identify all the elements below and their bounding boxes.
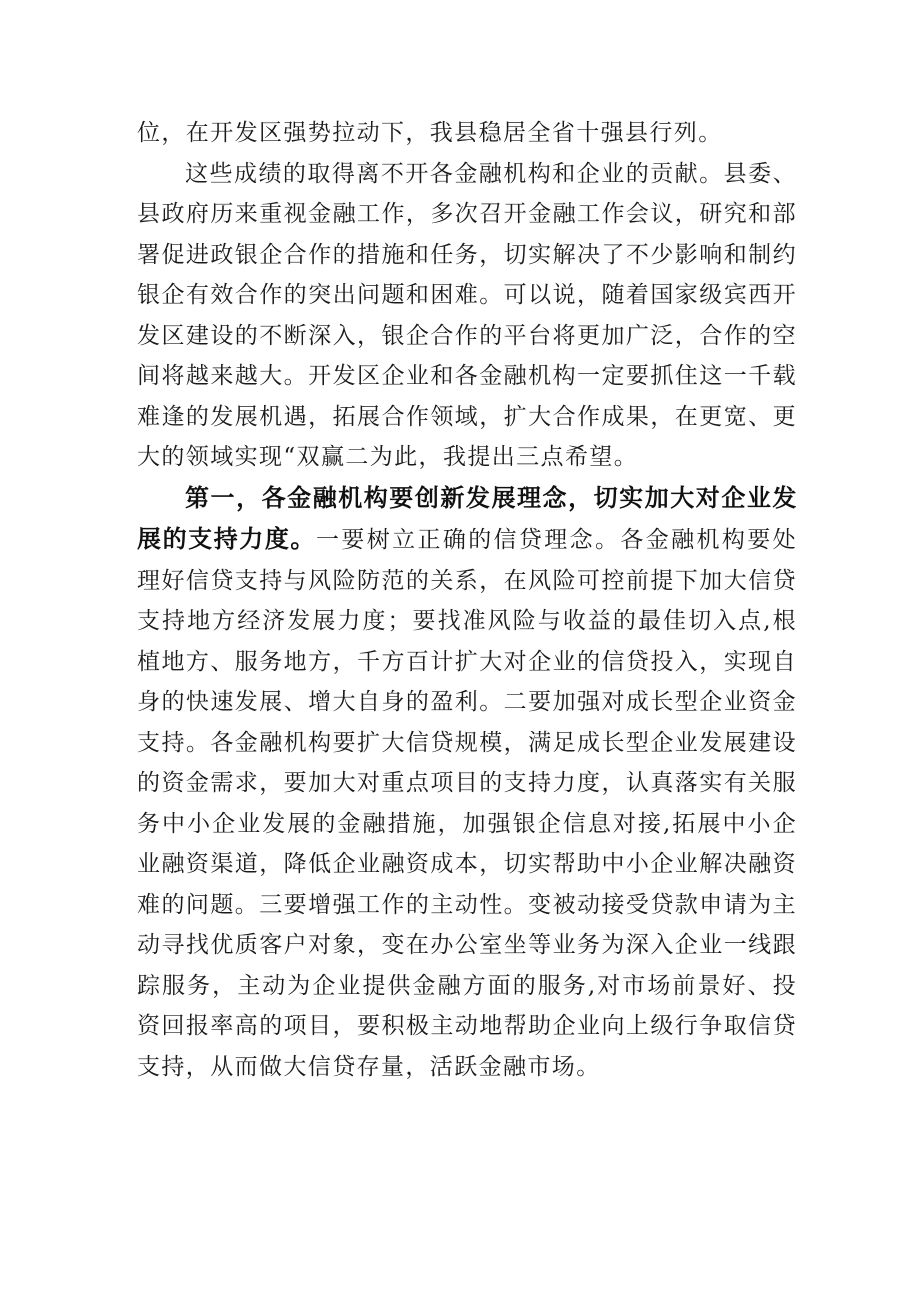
paragraph-first-hope-body: 一要树立正确的信贷理念。各金融机构要处理好信贷支持与风险防范的关系，在风险可控前提下加大信贷支持地方经济发展力度；要找准风险与收益的最佳切入点,根植地方、服务地方，千方百计扩大对企业的信贷投入，实现自身的快速发展、增大自身的盈利。二要加强对成长型企业资金支持。各金融机构要扩大信贷规模，满足成长型企业发展建设的资金需求，要加大对重点项目的支持力度，认真落实有关服务中小企业发展的金融措施，加强银企信息对接,拓展中小企业融资渠道，降低企业融资成本，切实帮助中小企业解决融资难的问题。三要增强工作的主动性。变被动接受贷款申请为主动寻找优质客户对象，变在办公室坐等业务为深入企业一线跟踪服务，主动为企业提供金融方面的服务,对市场前景好、投资回报率高的项目，要积极主动地帮助企业向上级行争取信贷支持，从而做大信贷存量，活跃金融市场。 [137,527,797,1080]
paragraph-first-hope [137,478,797,1088]
paragraph-achievements: 这些成绩的取得离不开各金融机构和企业的贡献。县委、县政府历来重视金融工作，多次召开金融工作会议，研究和部署促进政银企合作的措施和任务，切实解决了不少影响和制约银企有效合作的突出问题和困难。可以说，随着国家级宾西开发区建设的不断深入，银企合作的平台将更加广泛，合作的空间将越来越大。开发区企业和各金融机构一定要抓住这一千载难逢的发展机遇，拓展合作领域，扩大合作成果，在更宽、更大的领域实现“双赢二为此，我提出三点希望。 [137,160,797,470]
document-body [137,113,797,1087]
paragraph-heading-first: 第一，各金融机构要创新发展理念，切实加大对企业发展的支持力度。 [137,483,797,553]
paragraph-continuation: 位，在开发区强势拉动下，我县稳居全省十强县行列。 [137,120,723,146]
